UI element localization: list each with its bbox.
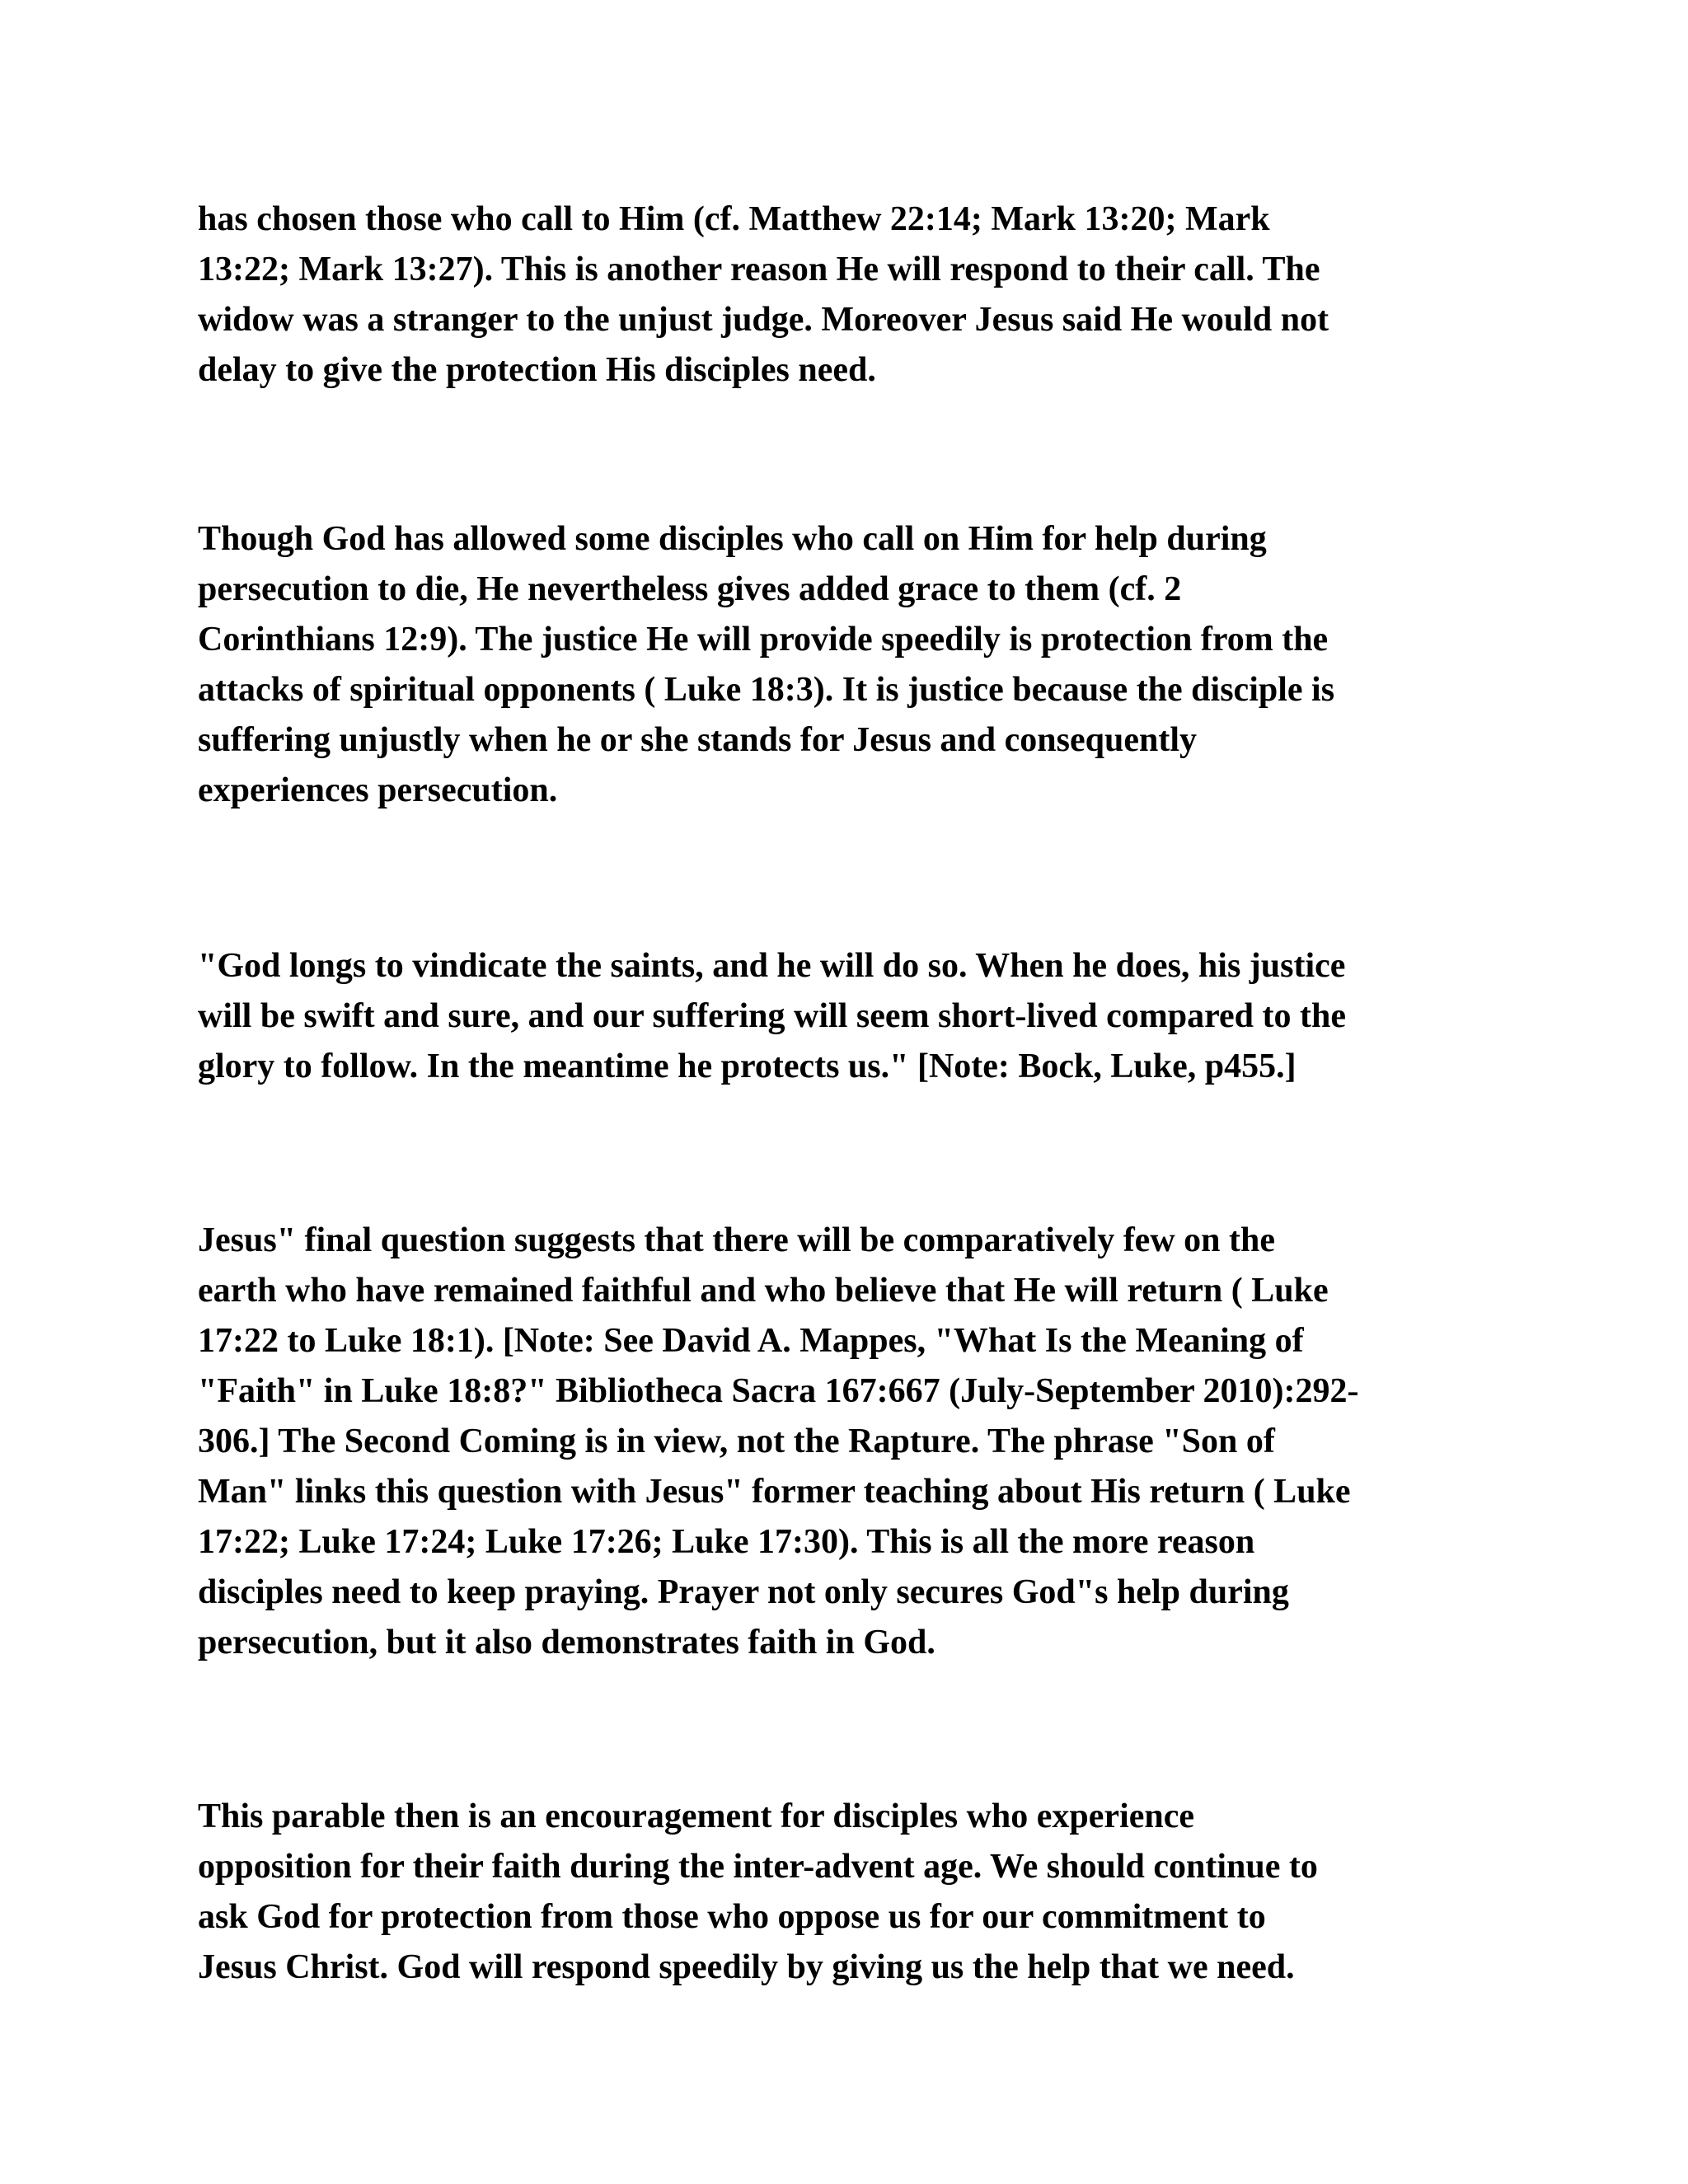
text-line: ask God for protection from those who oppose us for our commitment to <box>198 1898 1266 1936</box>
text-line: widow was a stranger to the unjust judge. Moreover Jesus said He would not <box>198 301 1329 339</box>
text-line: opposition for their faith during the inter-advent age. We should continue to <box>198 1848 1318 1886</box>
text-line: 306.] The Second Coming is in view, not the Rapture. The phrase "Son of <box>198 1422 1275 1460</box>
text-line: has chosen those who call to Him (cf. Matthew 22:14; Mark 13:20; Mark <box>198 200 1270 238</box>
text-line: 17:22; Luke 17:24; Luke 17:26; Luke 17:30). This is all the more reason <box>198 1523 1255 1561</box>
text-line: Corinthians 12:9). The justice He will provide speedily is protection from the <box>198 621 1329 658</box>
text-line: glory to follow. In the meantime he protects us." [Note: Bock, Luke, p455.] <box>198 1047 1296 1085</box>
text-line: persecution, but it also demonstrates faith in God. <box>198 1624 935 1661</box>
paragraph-final-question <box>198 1216 1484 1668</box>
text-line: Jesus" final question suggests that there will be comparatively few on the <box>198 1221 1276 1259</box>
document-body <box>198 194 1484 1993</box>
paragraph-chosen-callers <box>198 194 1484 396</box>
text-line: attacks of spiritual opponents ( Luke 18:3). It is justice because the disciple is <box>198 671 1335 709</box>
text-line: This parable then is an encouragement for disciples who experience <box>198 1797 1195 1835</box>
paragraph-parable-encouragement <box>198 1792 1484 1993</box>
text-line: persecution to die, He nevertheless gives added grace to them (cf. 2 <box>198 570 1182 608</box>
text-line: will be swift and sure, and our suffering will seem short-lived compared to the <box>198 997 1346 1035</box>
text-line: experiences persecution. <box>198 771 558 809</box>
text-line: Man" links this question with Jesus" former teaching about His return ( Luke <box>198 1473 1351 1511</box>
paragraph-added-grace <box>198 514 1484 816</box>
text-line: Though God has allowed some disciples who call on Him for help during <box>198 520 1267 558</box>
text-line: disciples need to keep praying. Prayer not only secures God"s help during <box>198 1573 1289 1611</box>
text-line: 13:22; Mark 13:27). This is another reason He will respond to their call. The <box>198 251 1320 288</box>
text-line: earth who have remained faithful and who believe that He will return ( Luke <box>198 1272 1329 1310</box>
text-line: 17:22 to Luke 18:1). [Note: See David A. Mappes, "What Is the Meaning of <box>198 1322 1304 1360</box>
paragraph-bock-quote <box>198 941 1484 1092</box>
text-line: delay to give the protection His disciples need. <box>198 351 876 389</box>
text-line: "God longs to vindicate the saints, and he will do so. When he does, his justice <box>198 947 1346 985</box>
text-line: suffering unjustly when he or she stands for Jesus and consequently <box>198 721 1197 759</box>
text-line: Jesus Christ. God will respond speedily by giving us the help that we need. <box>198 1948 1295 1986</box>
text-line: "Faith" in Luke 18:8?" Bibliotheca Sacra 167:667 (July-September 2010):292- <box>198 1372 1359 1410</box>
